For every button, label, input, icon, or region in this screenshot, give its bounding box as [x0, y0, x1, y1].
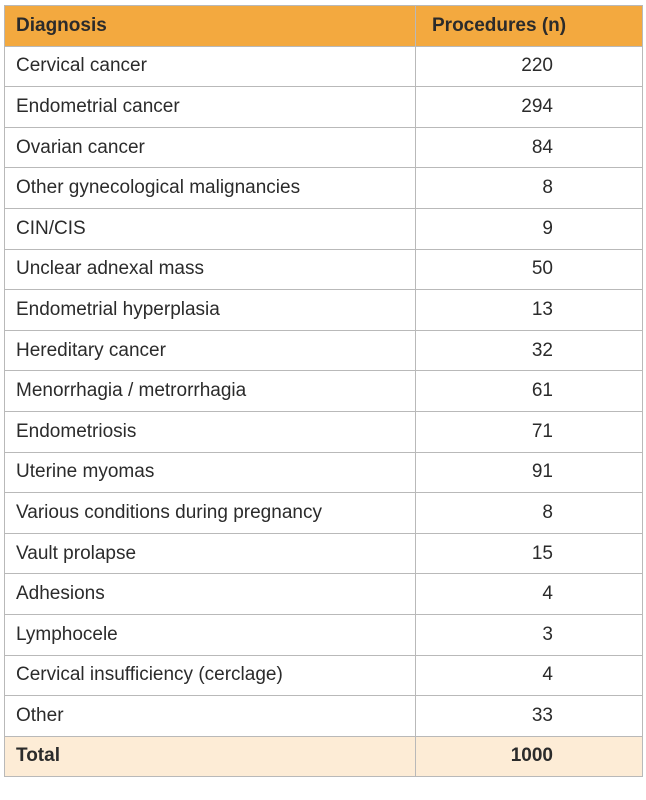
diagnosis-cell: Adhesions: [5, 574, 416, 615]
table-row: [5, 208, 643, 249]
table-body: [5, 46, 643, 777]
diagnosis-cell: Unclear adnexal mass: [5, 249, 416, 290]
procedures-cell: 71: [416, 411, 643, 452]
procedures-cell: 4: [416, 574, 643, 615]
table-row: [5, 655, 643, 696]
procedures-cell: 8: [416, 493, 643, 534]
table-row: [5, 493, 643, 534]
table-row: [5, 290, 643, 331]
procedures-cell: 61: [416, 371, 643, 412]
procedures-cell: 32: [416, 330, 643, 371]
diagnosis-column-header: Diagnosis: [5, 6, 416, 47]
table-row: [5, 371, 643, 412]
procedures-cell: 294: [416, 87, 643, 128]
diagnosis-cell: Various conditions during pregnancy: [5, 493, 416, 534]
total-row: [5, 736, 643, 777]
procedures-table-container: [4, 5, 642, 777]
table-row: [5, 574, 643, 615]
diagnosis-cell: Vault prolapse: [5, 533, 416, 574]
procedures-cell: 50: [416, 249, 643, 290]
diagnosis-cell: Uterine myomas: [5, 452, 416, 493]
procedures-cell: 9: [416, 208, 643, 249]
procedures-cell: 91: [416, 452, 643, 493]
table-row: [5, 330, 643, 371]
procedures-cell: 84: [416, 127, 643, 168]
table-row: [5, 87, 643, 128]
procedures-cell: 3: [416, 614, 643, 655]
diagnosis-cell: Endometrial hyperplasia: [5, 290, 416, 331]
table-row: [5, 452, 643, 493]
procedures-cell: 33: [416, 696, 643, 737]
procedures-cell: 8: [416, 168, 643, 209]
diagnosis-cell: Ovarian cancer: [5, 127, 416, 168]
diagnosis-cell: Endometrial cancer: [5, 87, 416, 128]
procedures-column-header: Procedures (n): [416, 6, 643, 47]
diagnosis-cell: Endometriosis: [5, 411, 416, 452]
procedures-cell: 220: [416, 46, 643, 87]
diagnosis-cell: Hereditary cancer: [5, 330, 416, 371]
table-row: [5, 533, 643, 574]
procedures-cell: 4: [416, 655, 643, 696]
table-row: [5, 46, 643, 87]
procedures-cell: 13: [416, 290, 643, 331]
diagnosis-cell: Cervical cancer: [5, 46, 416, 87]
total-value: 1000: [416, 736, 643, 777]
procedures-cell: 15: [416, 533, 643, 574]
diagnosis-cell: Menorrhagia / metrorrhagia: [5, 371, 416, 412]
table-row: [5, 168, 643, 209]
diagnosis-cell: Lymphocele: [5, 614, 416, 655]
table-row: [5, 249, 643, 290]
diagnosis-cell: Cervical insufficiency (cerclage): [5, 655, 416, 696]
table-row: [5, 614, 643, 655]
table-row: [5, 411, 643, 452]
table-header: [5, 6, 643, 47]
procedures-by-diagnosis-table: [4, 5, 643, 777]
header-row: [5, 6, 643, 47]
diagnosis-cell: Other: [5, 696, 416, 737]
table-row: [5, 127, 643, 168]
diagnosis-cell: CIN/CIS: [5, 208, 416, 249]
diagnosis-cell: Other gynecological malignancies: [5, 168, 416, 209]
table-row: [5, 696, 643, 737]
total-label: Total: [5, 736, 416, 777]
